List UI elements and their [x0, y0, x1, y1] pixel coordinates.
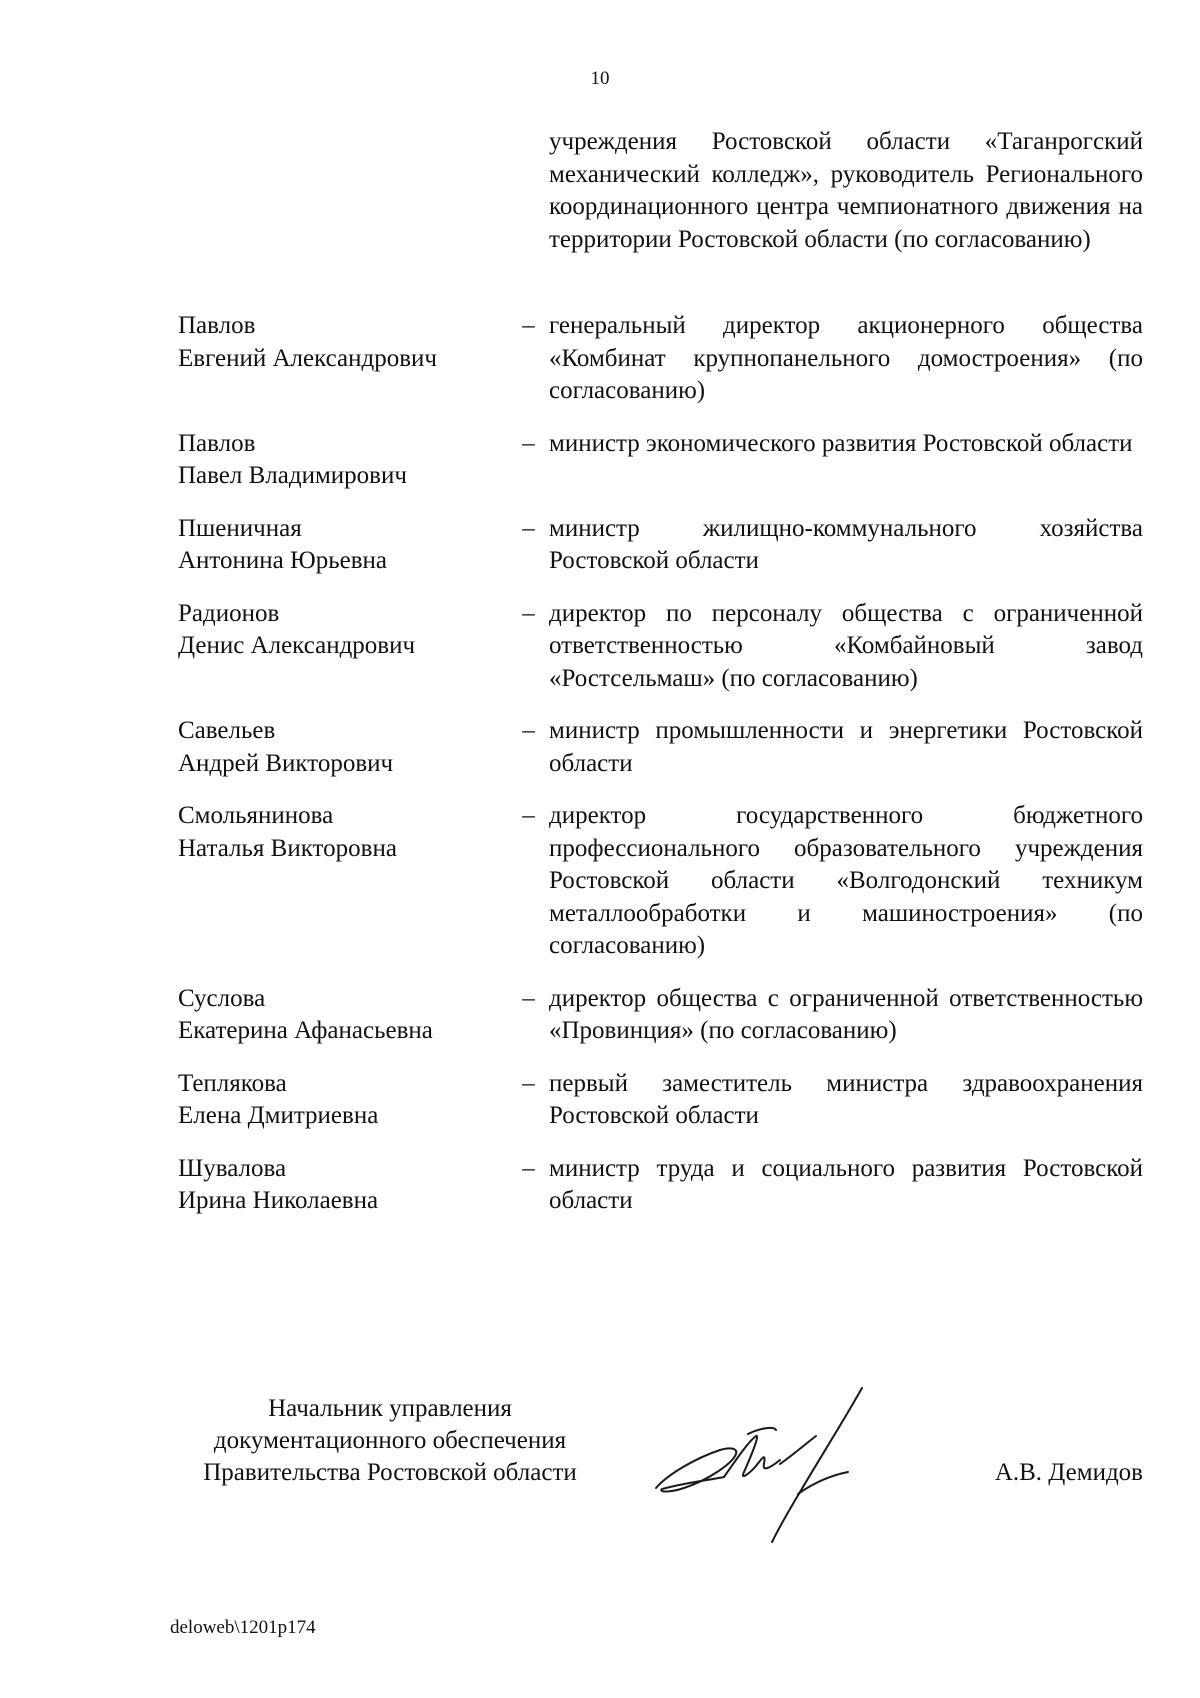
member-position: министр промышленности и энергетики Ростовской области [549, 717, 1143, 777]
member-row [178, 1068, 1143, 1133]
dash: – [522, 984, 535, 1012]
dash: – [522, 1069, 535, 1097]
signature-title-line: документационного обеспечения [213, 1427, 567, 1454]
signature-title-line: Начальник управления [268, 1395, 512, 1422]
member-name [178, 428, 508, 493]
member-position: министр экономического развития Ростовской области [549, 429, 1133, 457]
signature-title [160, 1393, 620, 1489]
page-number: 10 [590, 68, 610, 89]
member-name [178, 513, 508, 578]
document-code: deloweb\1201p174 [170, 1617, 316, 1638]
dash: – [522, 802, 535, 829]
member-position: министр жилищно-коммунального хозяйства Ростовской области [549, 514, 1143, 574]
member-given-names: Ирина Николаевна [178, 1187, 379, 1214]
member-surname: Суслова [178, 984, 266, 1012]
member-given-names: Денис Александрович [178, 632, 416, 659]
member-position: генеральный директор акционерного общества «Комбинат крупнопанельного домостроения» (по согласованию) [549, 312, 1143, 404]
dash: – [522, 312, 535, 339]
member-name [178, 598, 508, 663]
signature-title-line: Правительства Ростовской области [203, 1459, 577, 1486]
member-position: директор общества с ограниченной ответственностью «Провинция» (по согласованию) [549, 984, 1143, 1044]
dash: – [522, 717, 535, 744]
member-surname: Савельев [178, 717, 276, 744]
member-name [178, 715, 508, 780]
member-given-names: Елена Дмитриевна [178, 1102, 379, 1129]
intro-paragraph: учреждения Ростовской области «Таганрогский механический колледж», руководитель Регионального координационного центра чемпионатного движения на территории Ростовской области (по согласованию) [549, 128, 1143, 253]
member-position: директор по персоналу общества с ограниченной ответственностью «Комбайновый завод «Ростсельмаш» (по согласованию) [549, 599, 1143, 692]
member-row [178, 800, 1143, 963]
dash: – [522, 1154, 535, 1182]
member-given-names: Евгений Александрович [178, 344, 437, 372]
handwritten-signature [648, 1380, 928, 1550]
member-row [178, 513, 1143, 578]
member-given-names: Наталья Викторовна [178, 834, 397, 862]
dash: – [522, 599, 535, 627]
member-row [178, 310, 1143, 408]
signer-name: А.В. Демидов [994, 1459, 1143, 1486]
member-position: первый заместитель министра здравоохранения Ростовской области [549, 1069, 1143, 1129]
member-name [178, 310, 508, 375]
member-row [178, 598, 1143, 696]
members-list [178, 310, 1143, 1238]
member-surname: Смольянинова [178, 802, 334, 829]
member-surname: Шувалова [178, 1154, 287, 1182]
member-row [178, 715, 1143, 780]
member-row [178, 1153, 1143, 1218]
member-surname: Павлов [178, 312, 256, 339]
member-row [178, 983, 1143, 1048]
member-name [178, 800, 508, 865]
member-given-names: Андрей Викторович [178, 749, 394, 777]
dash: – [522, 429, 535, 457]
member-name [178, 983, 508, 1048]
member-given-names: Екатерина Афанасьевна [178, 1017, 433, 1044]
member-row [178, 428, 1143, 493]
member-surname: Радионов [178, 599, 280, 627]
member-surname: Теплякова [178, 1069, 287, 1097]
member-name [178, 1068, 508, 1133]
dash: – [522, 514, 535, 542]
member-given-names: Павел Владимирович [178, 462, 407, 489]
member-given-names: Антонина Юрьевна [178, 547, 387, 574]
member-surname: Павлов [178, 429, 256, 457]
member-position: министр труда и социального развития Ростовской области [549, 1154, 1143, 1214]
member-position: директор государственного бюджетного профессионального образовательного учреждения Ростовской области «Волгодонский техникум металлообработки и машиностроения» (по согласованию) [549, 802, 1143, 959]
member-surname: Пшеничная [178, 514, 302, 542]
member-name [178, 1153, 508, 1218]
